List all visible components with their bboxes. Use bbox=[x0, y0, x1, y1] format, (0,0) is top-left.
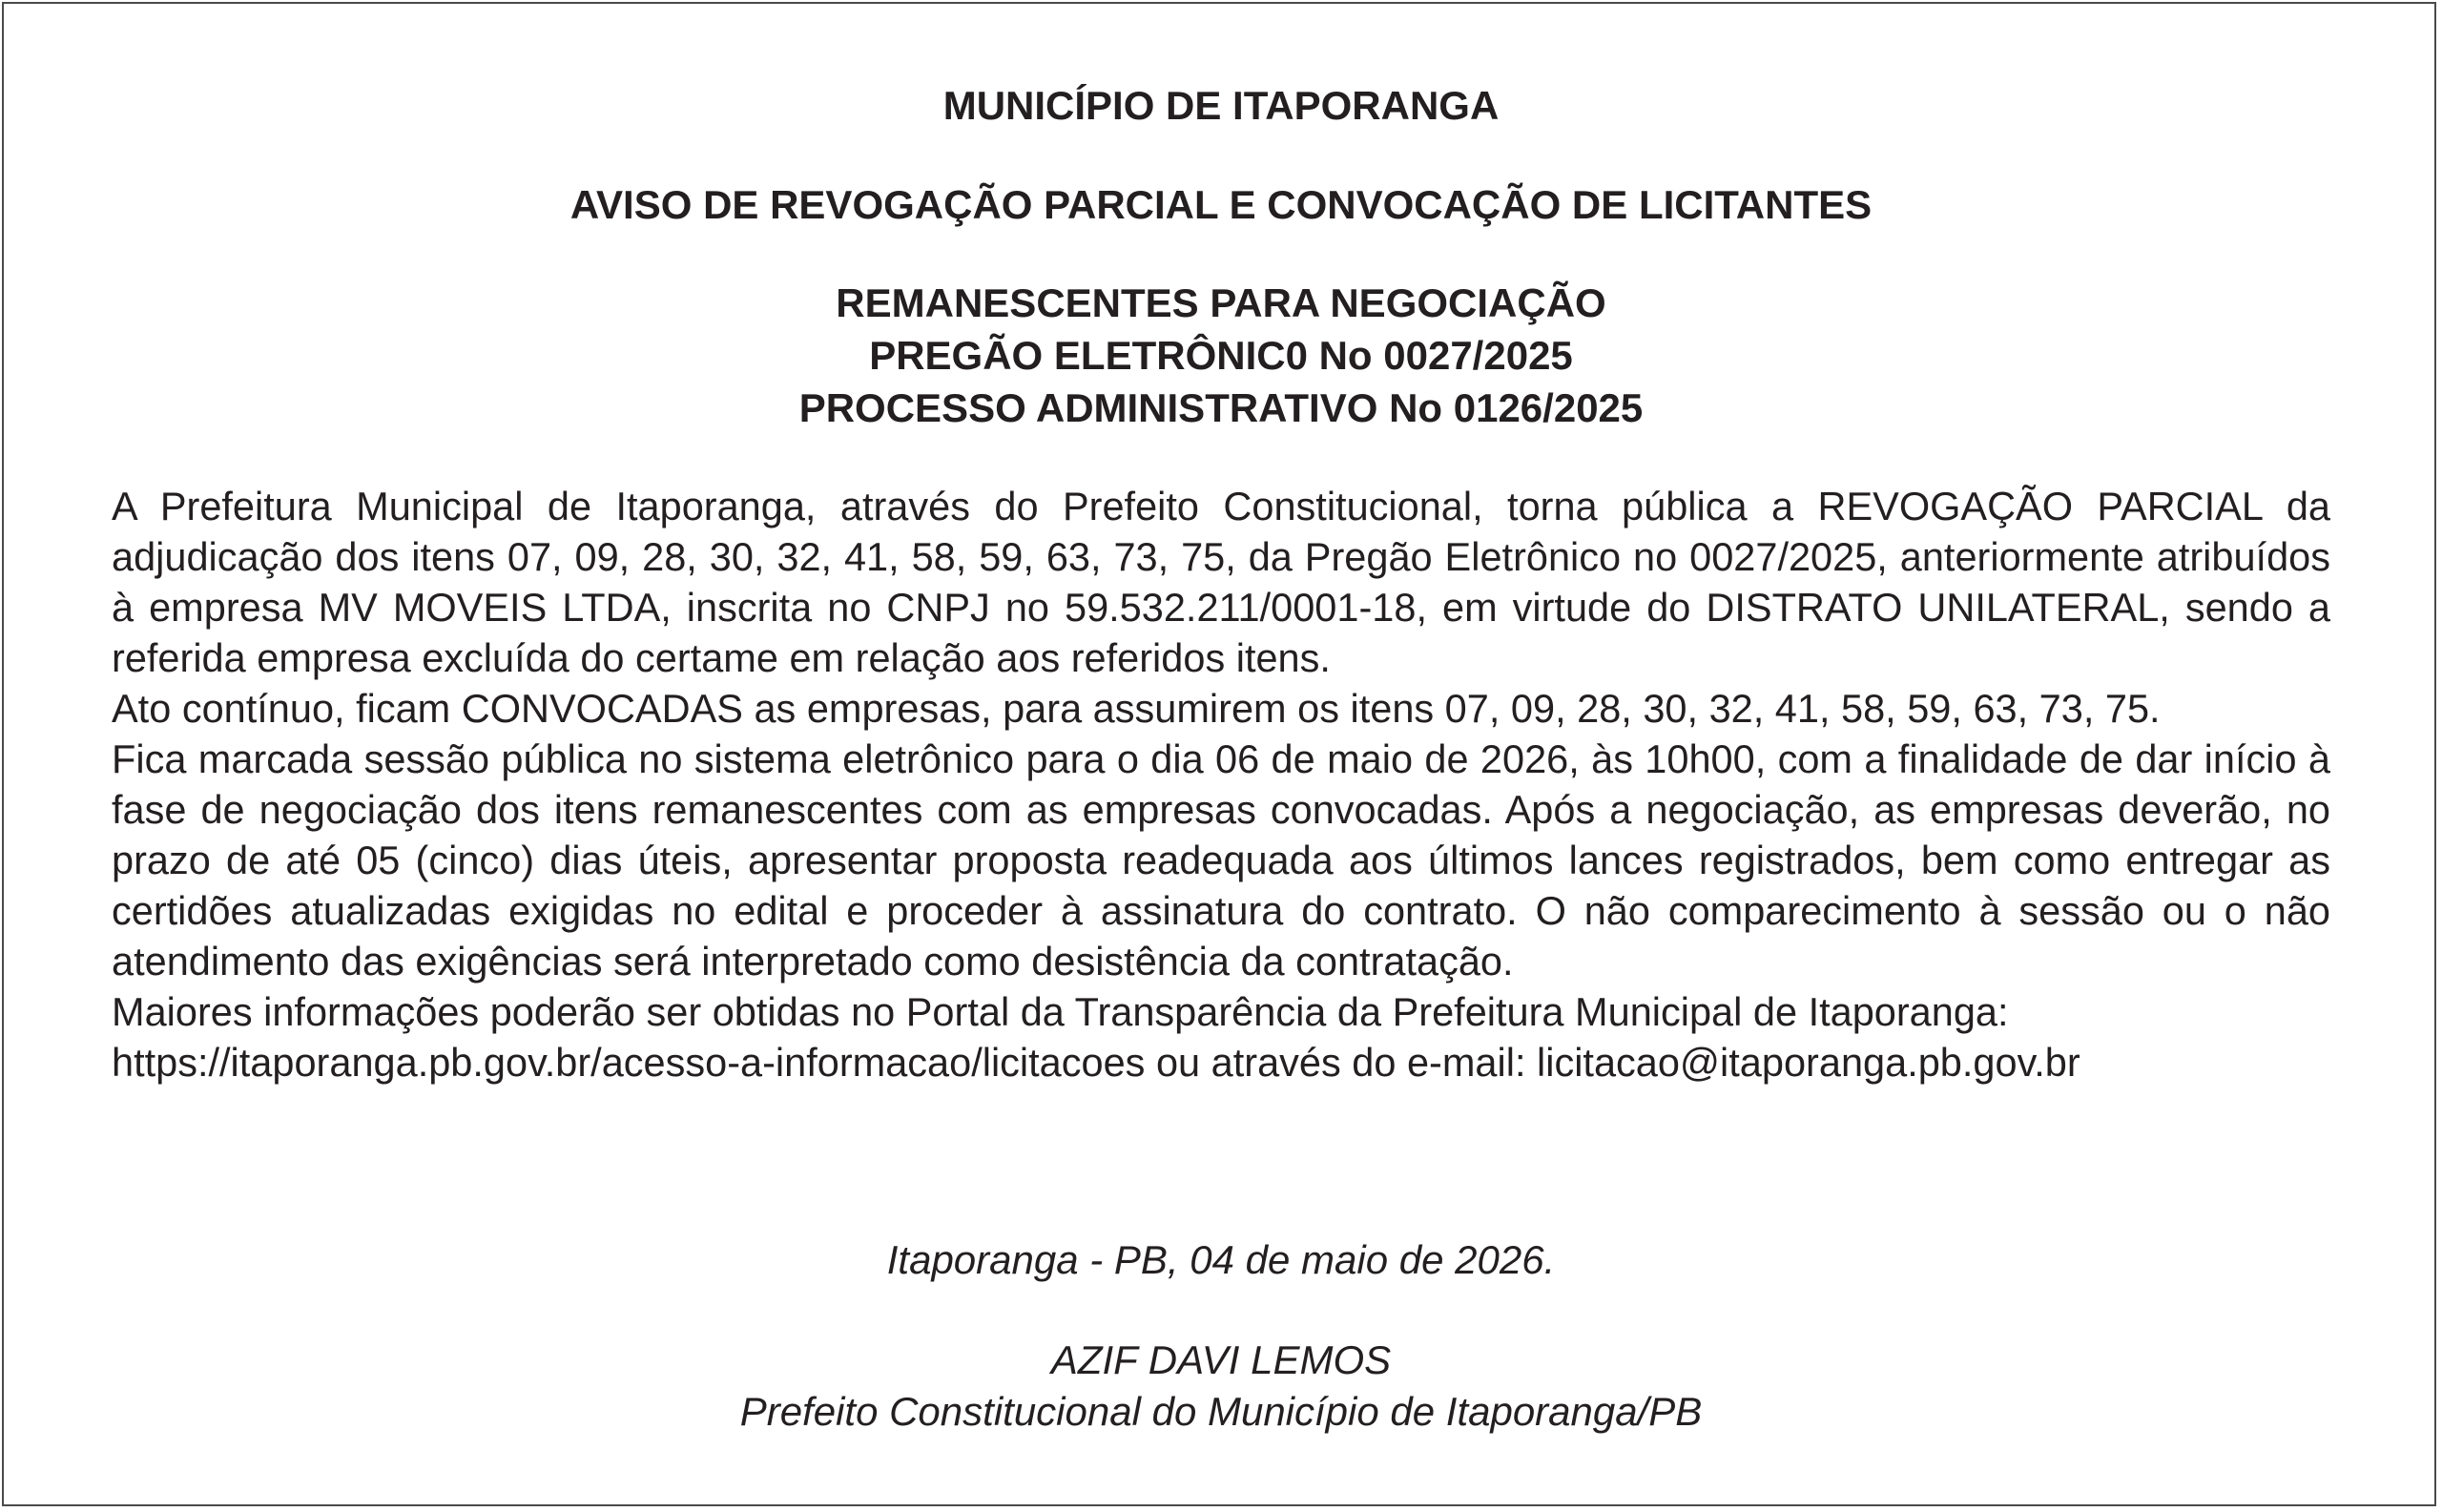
notice-body bbox=[112, 481, 2330, 1087]
pregao-number: PREGÃO ELETRÔNIC0 No 0027/2025 bbox=[869, 333, 1573, 378]
signatory-name: AZIF DAVI LEMOS bbox=[1050, 1337, 1392, 1382]
notice-title: AVISO DE REVOGAÇÃO PARCIAL E CONVOCAÇÃO DE LICITANTES bbox=[569, 182, 1873, 227]
municipality-heading: MUNICÍPIO DE ITAPORANGA bbox=[942, 83, 1500, 128]
signatory-role: Prefeito Constitucional do Município de Itaporanga/PB bbox=[739, 1389, 1703, 1434]
contact-links: https://itaporanga.pb.gov.br/acesso-a-informacao/licitacoes ou através do e-mail: licitacao@itaporanga.pb.gov.br bbox=[112, 1040, 2080, 1085]
information-paragraph: Maiores informações poderão ser obtidas no Portal da Transparência da Prefeitura Municipal de Itaporanga: bbox=[112, 989, 2009, 1034]
notice-subtitle: REMANESCENTES PARA NEGOCIAÇÃO bbox=[836, 280, 1606, 325]
processo-number: PROCESSO ADMINISTRATIVO No 0126/2025 bbox=[798, 385, 1644, 430]
session-paragraph: Fica marcada sessão pública no sistema eletrônico para o dia 06 de maio de 2026, às 10h00, com a finalidade de dar início à fase de negociação dos itens remanescentes com as empresas convocadas. Após a negociação, as empresas deverão, no prazo de até 05 (cinco) dias úteis, apresentar proposta readequada aos últimos lances registrados, bem como entregar as certidões atualizadas exigidas no edital e proceder à assinatura do contrato. O não comparecimento à sessão ou o não atendimento das exigências será interpretado como desistência da contratação. bbox=[112, 736, 2330, 984]
convocation-paragraph: Ato contínuo, ficam CONVOCADAS as empresas, para assumirem os itens 07, 09, 28, 30, 32, 41, 58, 59, 63, 73, 75. bbox=[112, 686, 2161, 731]
revocation-paragraph: A Prefeitura Municipal de Itaporanga, através do Prefeito Constitucional, torna pública a REVOGAÇÃO PARCIAL da adjudicação dos itens 07, 09, 28, 30, 32, 41, 58, 59, 63, 73, 75, da Pregão Eletrônico no 0027/2025, anteriormente atribuídos à empresa MV MOVEIS LTDA, inscrita no CNPJ no 59.532.211/0001-18, em virtude do DISTRATO UNILATERAL, sendo a referida empresa excluída do certame em relação aos referidos itens. bbox=[112, 484, 2330, 680]
place-date: Itaporanga - PB, 04 de maio de 2026. bbox=[886, 1237, 1556, 1282]
